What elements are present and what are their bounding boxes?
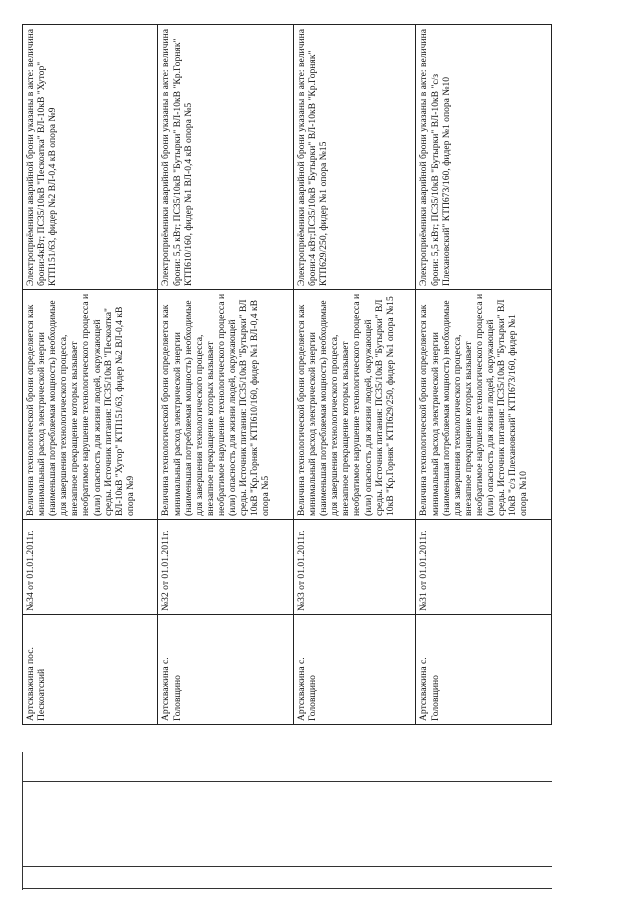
object-cell: Артскважина пос. Пескоатский	[23, 615, 158, 725]
act-cell: №34 от 01.01.2011г.	[23, 520, 158, 615]
definition-cell: Величина технологической брони определяется как минимальный расход электрической энергии (наименьшая потребляемая мощность) необходимые для завершения технологического процесса, внезапное прекращение которых вызывает необратимое нарушение технологического процесса и (или) опасность для жизни людей, окружающей среды. Источник питания: ПС35/10кВ "Бутырки" ВЛ 10кВ "с/з Плехановский" КТП673/160, фидер №1 опора №10	[416, 290, 552, 520]
footer-rule	[22, 888, 552, 889]
receivers-cell: Электроприёмники аварийной брони указаны в акте: величина брони: 5,5 кВт; ПС35/10кВ "Бутырки" ВЛ-10кВ "с/з Плехановский" КТП673/160, фидер №1 опора №10	[416, 25, 552, 290]
object-cell: Артскважина с. Головщино	[158, 615, 293, 725]
act-cell: №32 от 01.01.2011г.	[158, 520, 293, 615]
act-cell: №33 от 01.01.2011г.	[293, 520, 416, 615]
definition-cell: Величина технологической брони определяется как минимальный расход электрической энергии (наименьшая потребляемая мощность) необходимые для завершения технологического процесса, внезапное прекращение которых вызывает необратимое нарушение технологического процесса и (или) опасность для жизни людей, окружающей среды. Источник питания: ПС35/10кВ "Бутырки" ВЛ 10кВ "Кр.Горняк" КТП629/250, фидер №1 опора №15	[293, 290, 416, 520]
table-row	[293, 25, 416, 725]
act-cell: №31 от 01.01.2011г.	[416, 520, 552, 615]
reserve-table	[22, 24, 552, 725]
object-cell: Артскважина с. Головщино	[293, 615, 416, 725]
footer-border	[22, 752, 23, 890]
footer-rule	[22, 781, 552, 782]
receivers-cell: Электроприёмники аварийной брони указаны в акте: величина брони:4кВт; ПС35/10кВ "Пескоатка" ВЛ-10кВ "Хутор" КТП151/63, фидер №2 ВЛ-0,4 кВ опора №9	[23, 25, 158, 290]
footer-rule	[22, 866, 552, 867]
definition-cell: Величина технологической брони определяется как минимальный расход электрической энергии (наименьшая потребляемая мощность) необходимые для завершения технологического процесса, внезапное прекращение которых вызывает необратимое нарушение технологического процесса и (или) опасность для жизни людей, окружающей среды. Источник питания: ПС35/10кВ "Пескоатка" ВЛ-10кВ "Хутор" КТП151/63, фидер №2 ВЛ-0,4 кВ опора №9	[23, 290, 158, 520]
receivers-cell: Электроприёмники аварийной брони указаны в акте: величина брони:4 кВт;ПС35/10кВ "Бутырки" ВЛ-10кВ "Кр.Горняк" КТП629/250, фидер №1 опора №15	[293, 25, 416, 290]
definition-cell: Величина технологической брони определяется как минимальный расход электрической энергии (наименьшая потребляемая мощность) необходимые для завершения технологического процесса, внезапное прекращение которых вызывает необратимое нарушение технологического процесса и (или) опасность для жизни людей, окружающей среды. Источник питания: ПС35/10кВ "Бутырки" ВЛ 10кВ "Кр.Горняк" КТП610/160, фидер №1 ВЛ-0,4 кВ опора №5	[158, 290, 293, 520]
receivers-cell: Электроприёмники аварийной брони указаны в акте: величина брони: 5,5 кВт; ПС35/10кВ "Бутырки" ВЛ-10кВ "Кр.Горняк" КТП610/160, фидер №1 ВЛ-0,4 кВ опора №5	[158, 25, 293, 290]
table-row	[158, 25, 293, 725]
object-cell: Артскважина с. Головщино	[416, 615, 552, 725]
rotated-table-wrapper	[22, 25, 552, 725]
table-row	[416, 25, 552, 725]
table-row	[23, 25, 158, 725]
